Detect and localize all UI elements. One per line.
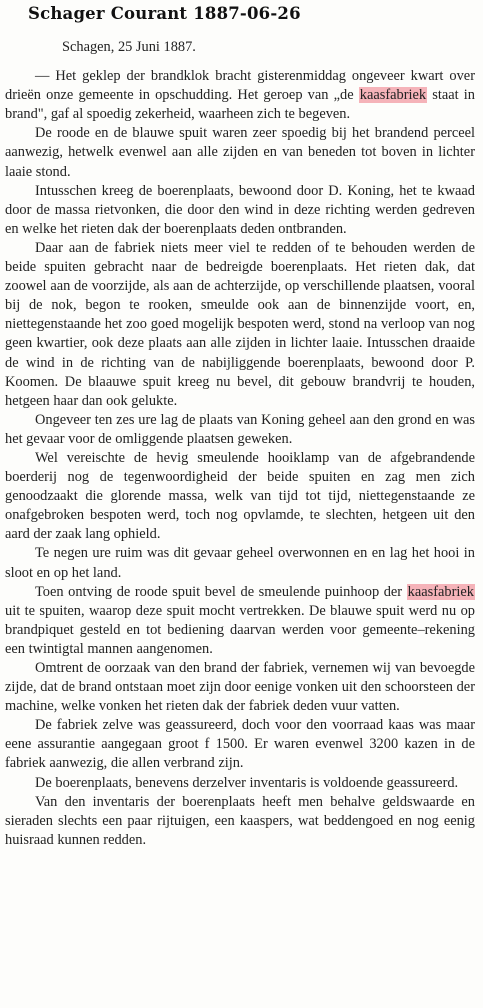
paragraph-5: Ongeveer ten zes ure lag de plaats van Koning geheel aan den grond en was het gevaar voor de omliggende plaatsen geweken. xyxy=(5,411,475,447)
paragraph-6: Wel vereischte de hevig smeulende hooiklamp van de afgebrandende boerderij nog de tegenwoordigheid der beide spuiten en zag men zich genoodzaakt die glorende massa, welk van tijd tot tijd, niettegenstaande ze onafgebroken bespoten werd, toch nog opvlamde, te slechten, hetgeen uit den aard der zaak lang ophield. xyxy=(5,449,475,543)
paragraph-9: Omtrent de oorzaak van den brand der fabriek, vernemen wij van bevoegde zijde, dat de brand ontstaan moet zijn door eenige vonken uit den schoorsteen der machine, welke vonken het rieten dak der fabriek deden vuur vatten. xyxy=(5,660,475,715)
paragraph-1-text-after: staat in brand", gaf al spoedig zekerheid, waarheen zich te begeven. xyxy=(5,87,475,123)
dateline: Schagen, 25 Juni 1887. xyxy=(62,39,196,55)
paragraph-2: De roode en de blauwe spuit waren zeer spoedig bij het brandend perceel aanwezig, hetwelk evenwel aan alle zijden en van beneden tot boven in lichter laaie stond. xyxy=(5,125,475,180)
paragraph-8-text-after: uit te spuiten, waarop deze spuit mocht vertrekken. De blauwe spuit werd nu op brandpiquet gesteld en tot bediening daarvan werden voor gemeente–rekening een twintigtal mannen aangenomen. xyxy=(5,602,475,657)
paragraph-8 xyxy=(5,583,475,659)
paragraph-1-text-before: — Het geklep der brandklok bracht gisterenmiddag ongeveer kwart over drieën onze gemeente in opschudding. Het geroep van „de xyxy=(5,68,475,104)
paragraph-11: De boerenplaats, benevens derzelver inventaris is voldoende geassureerd. xyxy=(35,774,459,791)
newspaper-title: Schager Courant 1887-06-26 xyxy=(28,4,301,23)
paragraph-10: De fabriek zelve was geassureerd, doch voor den voorraad kaas was maar eene assurantie aangegaan groot f 1500. Er waren evenwel 3200 kazen in de fabriek aanwezig, die allen verbrand zijn. xyxy=(5,717,475,772)
paragraph-8-text-before: Toen ontving de roode spuit bevel de smeulende puinhoop der xyxy=(35,583,407,600)
paragraph-4: Daar aan de fabriek niets meer viel te redden of te behouden werden de beide spuiten gebracht naar de bedreigde boerenplaats. Het rieten dak, dat zoowel aan de voorzijde, als aan de achterzijde, op verschillende plaatsen, vooral bij de nok, begon te rooken, smeulde ook aan de binnenzijde voort, en, niettegenstaande het zoo goed mogelijk bespoten werd, stond na verloop van nog geen kwartier, ook deze plaats aan alle zijden in lichter laaie. Intusschen draaide de wind in de richting van de nabijliggende boerenplaats, bewoond door P. Koomen. De blaauwe spuit kreeg nu bevel, dit gebouw brandvrij te houden, hetgeen haar dan ook gelukte. xyxy=(5,239,475,409)
paragraph-12: Van den inventaris der boerenplaats heeft men behalve geldswaarde en sieraden slechts een paar rijtuigen, een kaaspers, wat beddengoed en nog eenig huisraad kunnen redden. xyxy=(5,793,475,848)
highlighted-term: kaasfabriek xyxy=(359,87,427,104)
highlighted-term: kaasfabriek xyxy=(407,583,474,600)
article-body xyxy=(5,38,475,850)
paragraph-1 xyxy=(5,67,475,124)
paragraph-7: Te negen ure ruim was dit gevaar geheel overwonnen en en lag het hooi in sloot en op het land. xyxy=(5,545,475,581)
paragraph-3: Intusschen kreeg de boerenplaats, bewoond door D. Koning, het te kwaad door de massa rietvonken, die door den wind in deze richting werden gedreven en welke het rieten dak der boerenplaats deden ontbranden. xyxy=(5,182,475,237)
